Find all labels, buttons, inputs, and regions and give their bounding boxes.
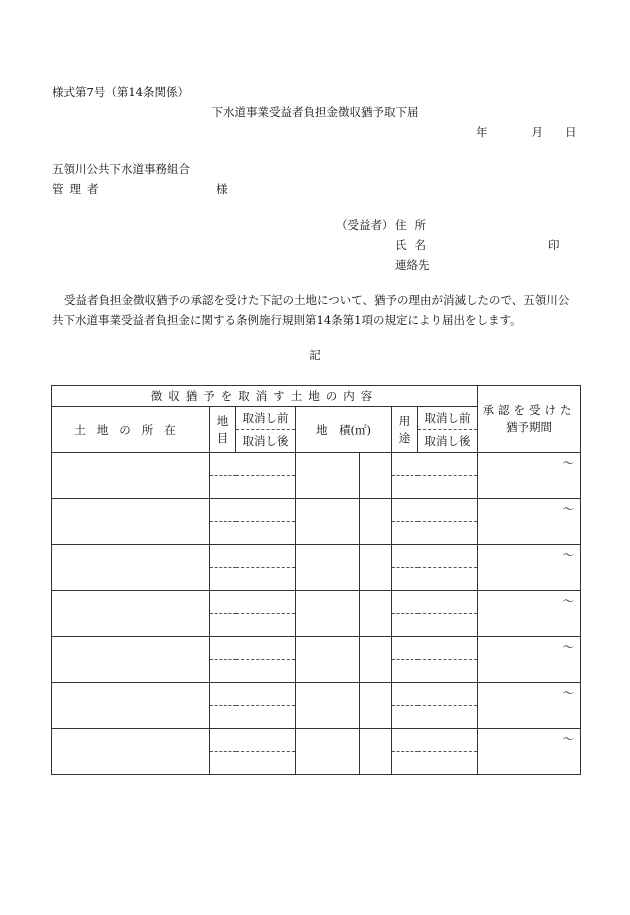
area-cell-right[interactable] (360, 453, 392, 499)
period-header (478, 386, 581, 453)
chimoku-after-cell[interactable] (210, 614, 296, 637)
land-table (51, 385, 581, 775)
area-cell-left[interactable] (296, 499, 360, 545)
location-cell[interactable] (52, 683, 210, 729)
area-cell-left[interactable] (296, 683, 360, 729)
chimoku-before-cell[interactable] (210, 591, 296, 614)
area-cell-left[interactable] (296, 453, 360, 499)
applicant-name-label: 氏名 (395, 238, 434, 252)
period-header-line1: 承認を受けた (482, 403, 576, 417)
area-cell-right[interactable] (360, 545, 392, 591)
tilde-mark: ～ (562, 732, 575, 746)
use-after-header: 取消し後 (418, 430, 478, 453)
period-cell[interactable] (478, 591, 581, 637)
area-cell-left[interactable] (296, 591, 360, 637)
use-before-cell[interactable] (392, 499, 478, 522)
chimoku-before-cell[interactable] (210, 729, 296, 752)
location-header: 土地の所在 (52, 407, 210, 453)
use-before-cell[interactable] (392, 637, 478, 660)
tilde-mark: ～ (562, 594, 575, 608)
body-text: 受益者負担金徴収猶予の承認を受けた下記の土地について、猶予の理由が消滅したので、五領川公共下水道事業受益者負担金に関する条例施行規則第14条第1項の規定により届出をします。 (52, 293, 570, 327)
ki-heading: 記 (309, 348, 321, 362)
use-after-cell[interactable] (392, 660, 478, 683)
date-day: 日 (565, 125, 577, 139)
period-cell[interactable] (478, 453, 581, 499)
use-before-cell[interactable] (392, 591, 478, 614)
period-cell[interactable] (478, 729, 581, 775)
document-title: 下水道事業受益者負担金徴収猶予取下届 (211, 105, 419, 119)
date-month: 月 (531, 125, 543, 139)
table-row (52, 453, 581, 476)
tilde-mark: ～ (562, 456, 575, 470)
applicant-address-label: 住所 (395, 218, 434, 232)
chimoku-before-cell[interactable] (210, 499, 296, 522)
use-after-cell[interactable] (392, 522, 478, 545)
chimoku-after-cell[interactable] (210, 660, 296, 683)
tilde-mark: ～ (562, 686, 575, 700)
use-before-cell[interactable] (392, 683, 478, 706)
location-cell[interactable] (52, 591, 210, 637)
use-before-cell[interactable] (392, 453, 478, 476)
table-row (52, 683, 581, 706)
table-row (52, 637, 581, 660)
chimoku-after-cell[interactable] (210, 522, 296, 545)
period-cell[interactable] (478, 499, 581, 545)
area-cell-right[interactable] (360, 591, 392, 637)
date-year: 年 (476, 125, 488, 139)
area-cell-left[interactable] (296, 637, 360, 683)
use-after-cell[interactable] (392, 614, 478, 637)
location-cell[interactable] (52, 545, 210, 591)
location-cell[interactable] (52, 637, 210, 683)
table-caption: 徴収猶予を取消す土地の内容 (52, 386, 478, 407)
chimoku-header-2: 目 (216, 430, 229, 445)
use-before-cell[interactable] (392, 545, 478, 568)
use-after-cell[interactable] (392, 706, 478, 729)
chimoku-before-header: 取消し前 (236, 407, 296, 430)
chimoku-before-cell[interactable] (210, 453, 296, 476)
form-number: 様式第7号（第14条関係） (52, 85, 189, 99)
location-cell[interactable] (52, 453, 210, 499)
location-cell[interactable] (52, 729, 210, 775)
chimoku-after-cell[interactable] (210, 568, 296, 591)
period-header-line2: 猶予期間 (506, 420, 553, 434)
area-cell-right[interactable] (360, 729, 392, 775)
chimoku-before-cell[interactable] (210, 637, 296, 660)
table-row (52, 729, 581, 752)
date-line (476, 124, 577, 140)
tilde-mark: ～ (562, 548, 575, 562)
addressee-org: 五領川公共下水道事務組合 (52, 162, 190, 176)
table-body (52, 453, 581, 775)
period-cell[interactable] (478, 683, 581, 729)
location-cell[interactable] (52, 499, 210, 545)
applicant-label: （受益者） (336, 218, 394, 232)
chimoku-after-cell[interactable] (210, 752, 296, 775)
table-row (52, 499, 581, 522)
chimoku-header (210, 407, 236, 453)
table-row (52, 545, 581, 568)
chimoku-after-cell[interactable] (210, 476, 296, 499)
area-cell-right[interactable] (360, 637, 392, 683)
chimoku-after-header: 取消し後 (236, 430, 296, 453)
use-after-cell[interactable] (392, 568, 478, 591)
use-before-header: 取消し前 (418, 407, 478, 430)
use-header-2: 途 (398, 430, 411, 445)
tilde-mark: ～ (562, 640, 575, 654)
tilde-mark: ～ (562, 502, 575, 516)
area-cell-right[interactable] (360, 683, 392, 729)
table-row (52, 591, 581, 614)
chimoku-header-1: 地 (216, 413, 229, 428)
seal-mark: 印 (548, 238, 560, 252)
chimoku-before-cell[interactable] (210, 683, 296, 706)
period-cell[interactable] (478, 545, 581, 591)
chimoku-before-cell[interactable] (210, 545, 296, 568)
period-cell[interactable] (478, 637, 581, 683)
area-cell-left[interactable] (296, 729, 360, 775)
use-before-cell[interactable] (392, 729, 478, 752)
applicant-contact-label: 連絡先 (395, 258, 430, 272)
addressee-honorific: 様 (216, 182, 228, 196)
area-cell-left[interactable] (296, 545, 360, 591)
use-header-1: 用 (398, 413, 411, 428)
addressee-person: 管理者 (52, 182, 105, 196)
area-cell-right[interactable] (360, 499, 392, 545)
area-header: 地 積(㎡) (296, 407, 392, 453)
chimoku-after-cell[interactable] (210, 706, 296, 729)
use-after-cell[interactable] (392, 752, 478, 775)
use-header (392, 407, 418, 453)
use-after-cell[interactable] (392, 476, 478, 499)
